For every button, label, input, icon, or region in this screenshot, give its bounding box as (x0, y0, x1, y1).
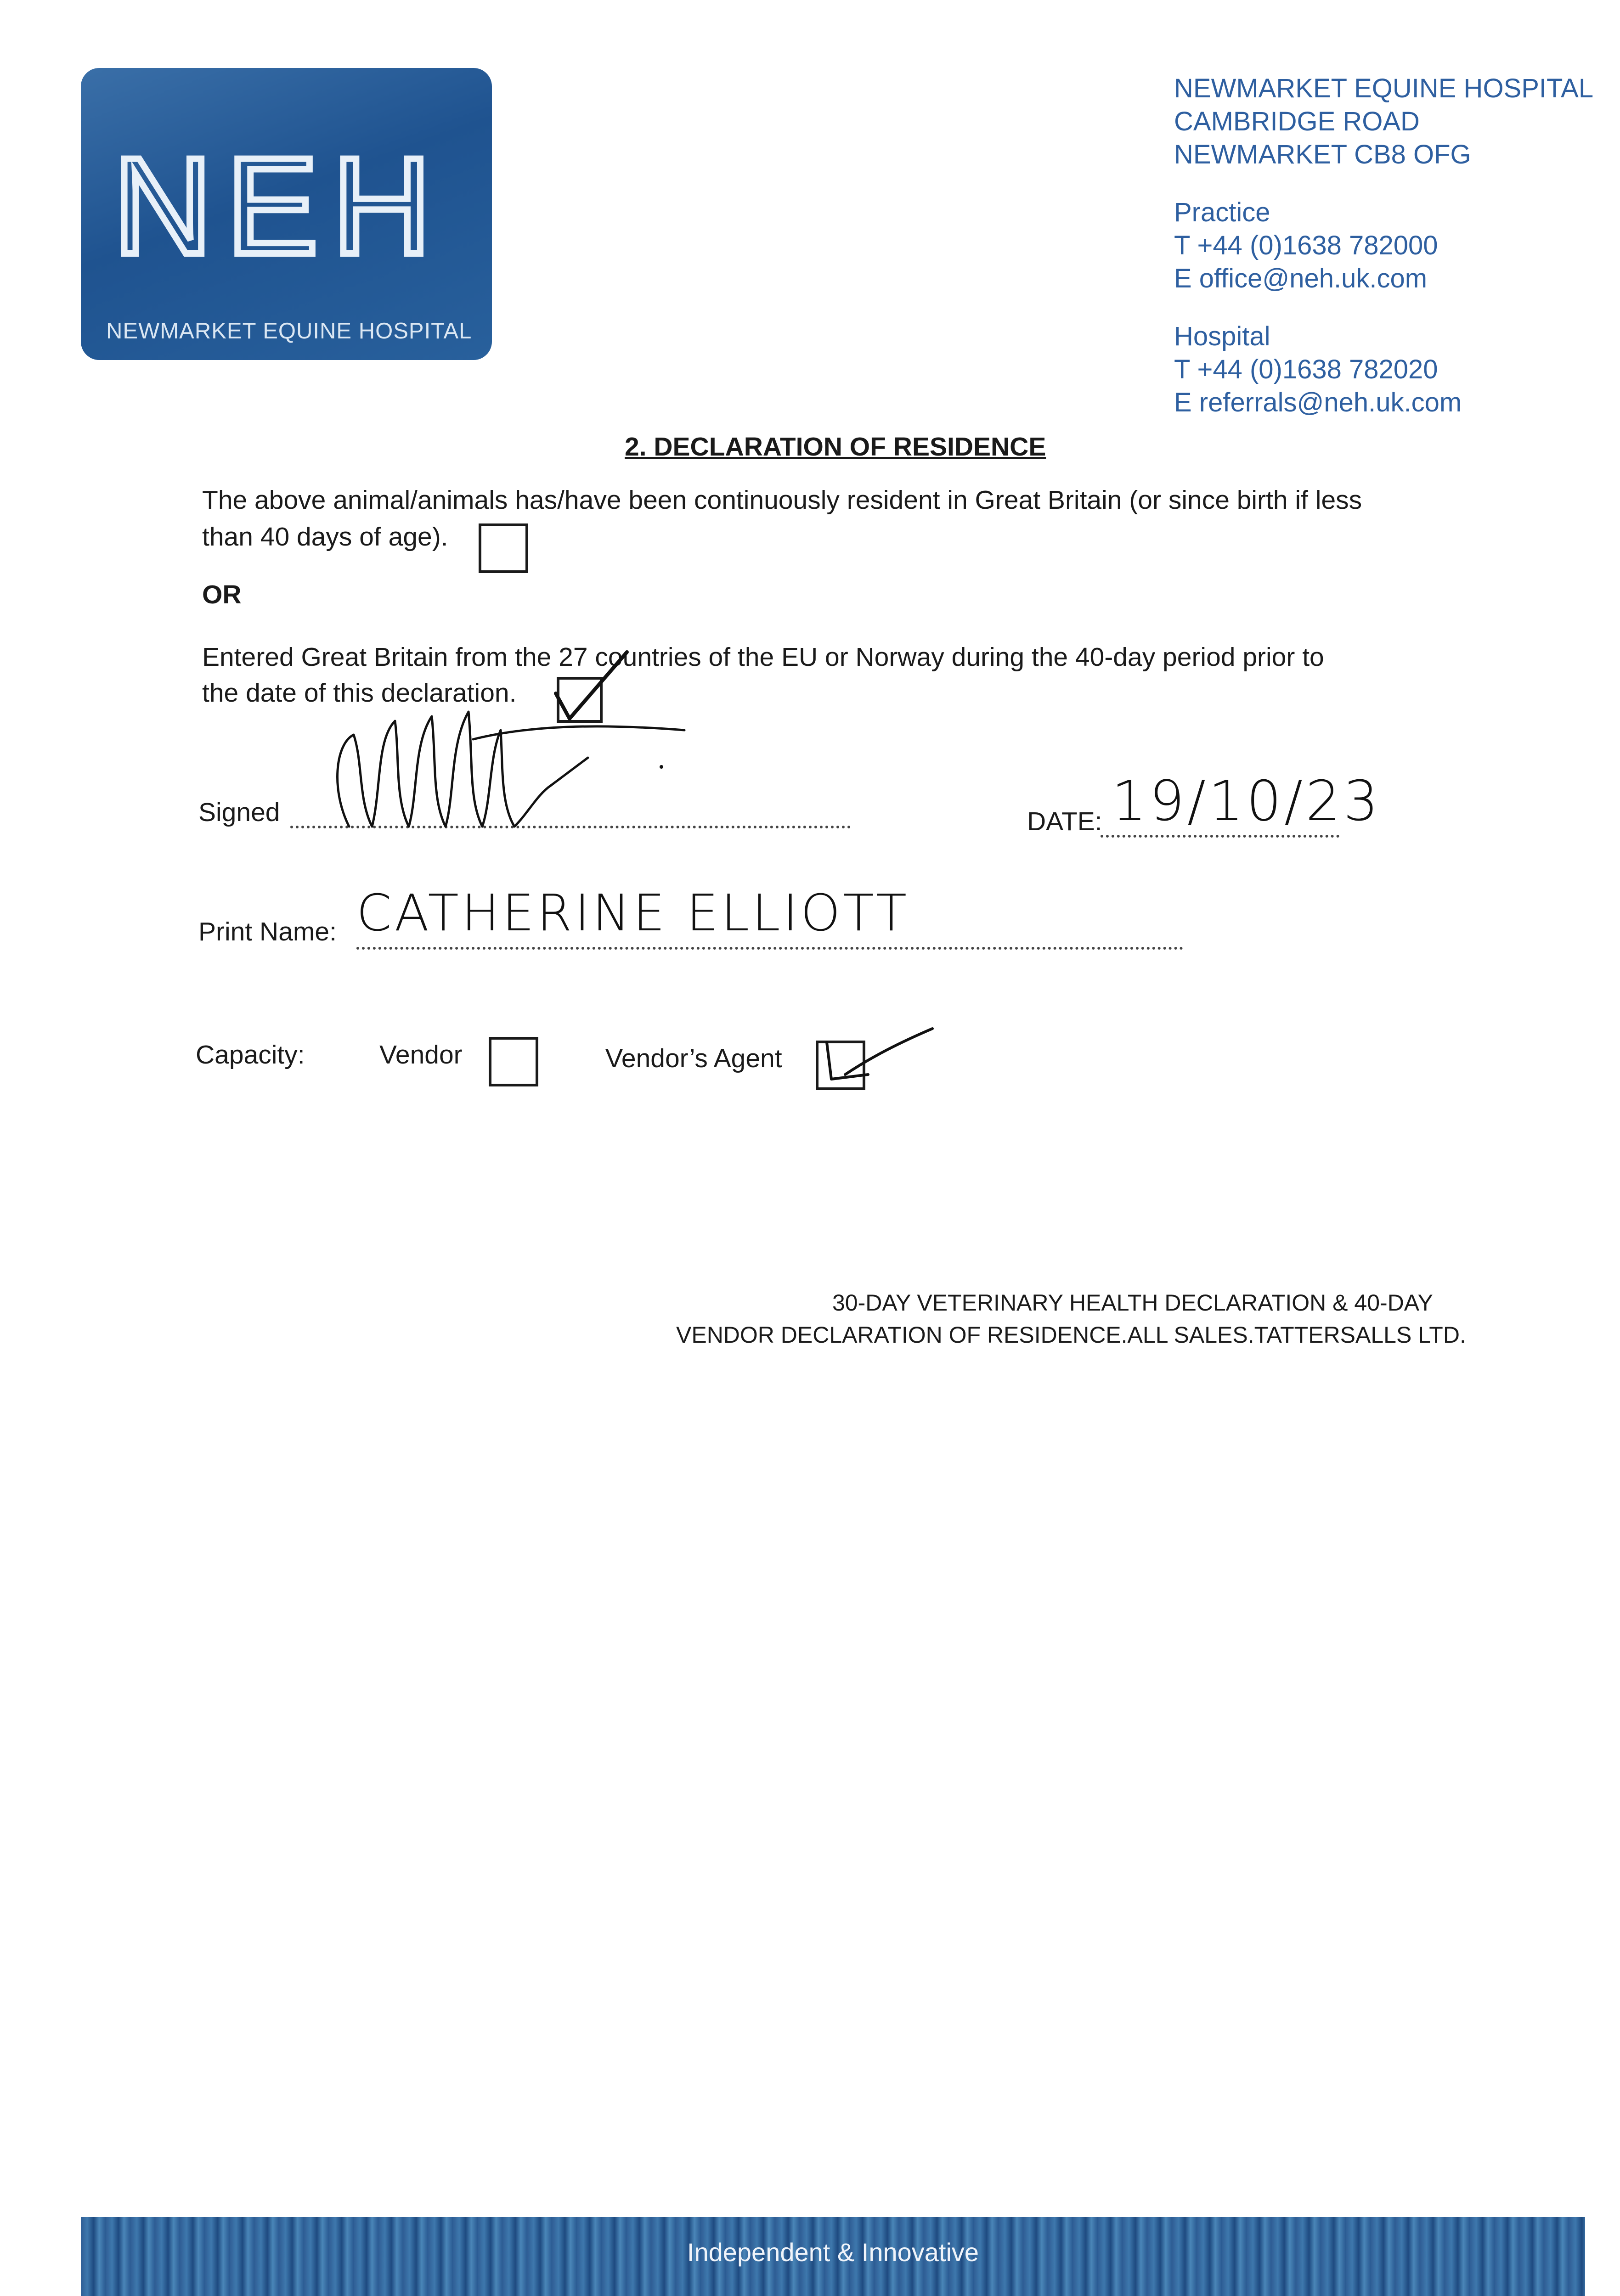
declaration-heading: 2. DECLARATION OF RESIDENCE (625, 432, 1046, 461)
vendor-label: Vendor (379, 1040, 463, 1069)
print-name-line (356, 947, 1183, 950)
or-label: OR (202, 580, 242, 609)
vendor-checkbox[interactable] (489, 1037, 538, 1086)
footer-tagline: Independent & Innovative (687, 2238, 979, 2267)
vendors-agent-tick-mark (818, 1019, 937, 1093)
option1-checkbox[interactable] (479, 523, 528, 573)
option1-text-line1: The above animal/animals has/have been continuously resident in Great Britain (or since birth if less (202, 485, 1362, 515)
option2-text-line2: the date of this declaration. (202, 678, 517, 708)
date-label: DATE: (1027, 807, 1102, 836)
logo-letters: NEH (113, 129, 446, 283)
practice-phone: T +44 (0)1638 782000 (1174, 231, 1438, 260)
footer-banner (81, 2217, 1585, 2296)
address-line-1: NEWMARKET EQUINE HOSPITAL (1174, 73, 1594, 103)
hospital-label: Hospital (1174, 321, 1270, 351)
address-line-2: CAMBRIDGE ROAD (1174, 107, 1420, 136)
practice-email: E office@neh.uk.com (1174, 264, 1428, 293)
print-name-value: CATHERINE ELLIOTT (356, 884, 910, 942)
signed-label: Signed (198, 798, 280, 827)
address-line-3: NEWMARKET CB8 OFG (1174, 140, 1471, 169)
hospital-phone: T +44 (0)1638 782020 (1174, 355, 1438, 384)
form-reference-line2: VENDOR DECLARATION OF RESIDENCE.ALL SALES.TATTERSALLS LTD. (676, 1322, 1466, 1348)
date-value: 19/10/23 (1112, 770, 1381, 833)
option1-text-line2: than 40 days of age). (202, 522, 448, 551)
logo-subtitle: NEWMARKET EQUINE HOSPITAL (106, 319, 472, 343)
form-reference-line1: 30-DAY VETERINARY HEALTH DECLARATION & 40-DAY (832, 1290, 1433, 1316)
option2-text-line1: Entered Great Britain from the 27 countries of the EU or Norway during the 40-day period prior to (202, 642, 1324, 672)
date-line (1101, 835, 1339, 838)
vendors-agent-label: Vendor’s Agent (605, 1044, 782, 1073)
print-name-label: Print Name: (198, 917, 337, 946)
capacity-label: Capacity: (196, 1040, 305, 1069)
handwritten-signature (322, 689, 698, 840)
hospital-email: E referrals@neh.uk.com (1174, 388, 1462, 417)
neh-logo (81, 68, 492, 360)
practice-label: Practice (1174, 197, 1270, 227)
